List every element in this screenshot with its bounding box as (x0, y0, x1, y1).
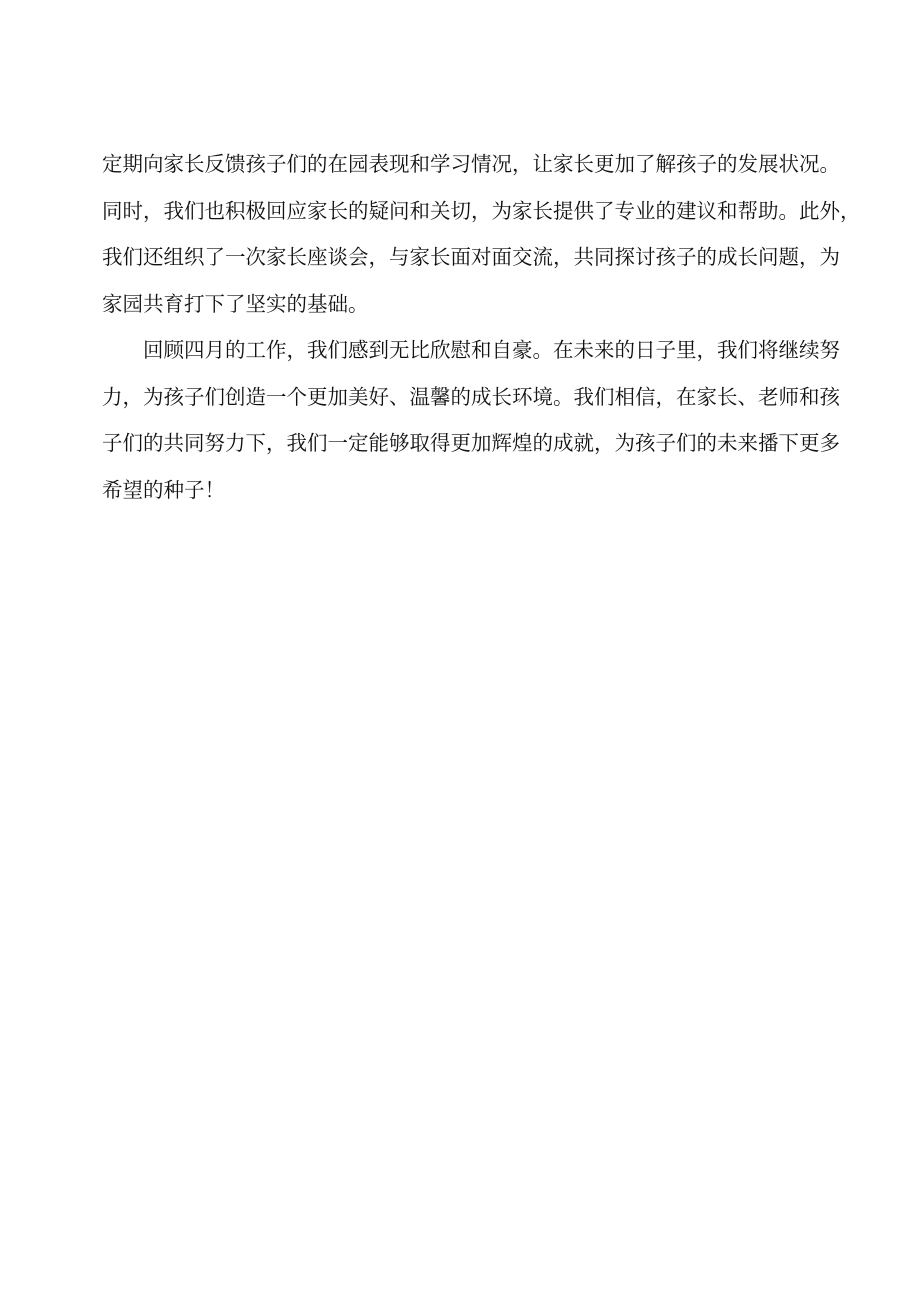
paragraph-parent-feedback (102, 141, 861, 327)
text-line: 子们的共同努力下，我们一定能够取得更加辉煌的成就，为孩子们的未来播下更多 (102, 431, 840, 455)
text-line: 力，为孩子们创造一个更加美好、温馨的成长环境。我们相信，在家长、老师和孩 (102, 384, 840, 409)
text-line: 我们还组织了一次家长座谈会，与家长面对面交流，共同探讨孩子的成长问题，为 (102, 245, 840, 269)
text-line: 回顾四月的工作，我们感到无比欣慰和自豪。在未来的日子里，我们将继续努 (143, 338, 840, 362)
text-line: 希望的种子！ (102, 477, 225, 502)
document-body (102, 141, 861, 513)
paragraph-conclusion (102, 327, 840, 513)
text-line: 同时，我们也积极回应家长的疑问和关切，为家长提供了专业的建议和帮助。此外， (102, 198, 861, 223)
text-line: 家园共育打下了坚实的基础。 (102, 291, 369, 316)
text-line: 定期向家长反馈孩子们的在园表现和学习情况，让家长更加了解孩子的发展状况。 (102, 152, 840, 176)
